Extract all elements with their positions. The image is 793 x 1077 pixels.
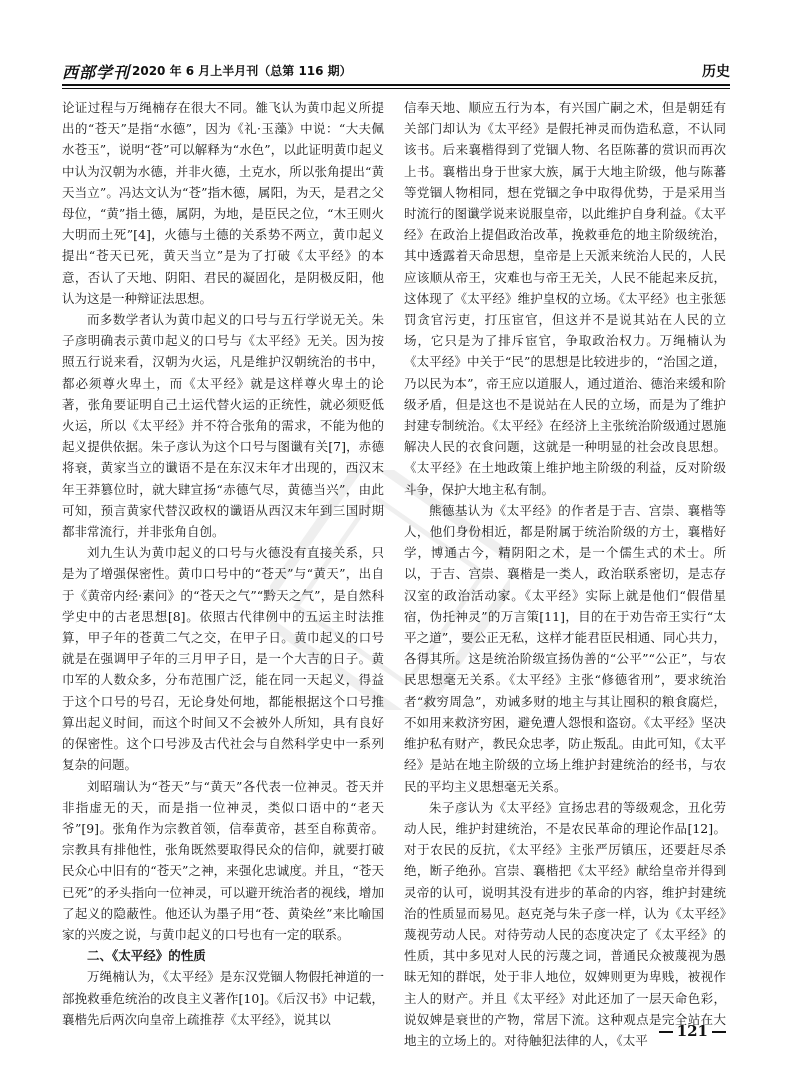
paragraph: 论证过程与万绳楠存在很大不同。雒飞认为黄巾起义所提出的“苍天”是指“水德”，因为《礼·玉藻》中说：“大夫佩水苍玉”，说明“苍”可以解释为“水色”，以此证明黄巾起义中认为汉朝为水德，并非火德，土克水，所以张角提出“黄天当立”。冯达文认为“苍”指木德，属阳，为天，是君之父母位，“黄”指土德，属阴，为地，是臣民之位，“木王则火大明而土死”[4]，火德与土德的关系势不两立，黄巾起义提出“苍天已死，黄天当立”是为了打破《太平经》的本意，否认了天地、阴阳、君民的凝固化，是阴极反阳，他认为这是一种辩证法思想。 [62, 100, 384, 306]
header-rule-thick [62, 84, 730, 86]
paragraph: 万绳楠认为，《太平经》是东汉党锢人物假托神道的一部挽救垂危统治的改良主义著作[10]。《后汉书》中记载，襄楷先后两次向皇帝上疏推荐《太平经》，说其以 [62, 969, 384, 1027]
page-number-dash-left [659, 1031, 673, 1033]
page-number-text: 121 [676, 1022, 708, 1040]
paragraph: 刘九生认为黄巾起义的口号与火德没有直接关系，只是为了增强保密性。黄巾口号中的“苍天”与“黄天”，出自于《黄帝内经·素问》的“苍天之气”“黔天之气”，是自然科学史中的古老思想[8]。依照古代律例中的五运主时法推算，甲子年的苍黄二气之交，在甲子日。黄巾起义的口号就是在强调甲子年的三月甲子日，是一个大吉的日子。黄巾军的人数众多，分布范围广泛，能在同一天起义，得益于这个口号的号召，无论身处何地，都能根据这个口号推算出起义时间，而这个时间又不会被外人所知，具有良好的保密性。这个口号涉及古代社会与自然科学史中一系列复杂的问题。 [62, 545, 384, 773]
paragraph: 刘昭瑞认为“苍天”与“黄天”各代表一位神灵。苍天并非指虚无的天，而是指一位神灵，类似口语中的“老天爷”[9]。张角作为宗教首领，信奉黄帝，甚至自称黄帝。宗教具有排他性，张角既然要取得民众的信仰，就要打破民众心中旧有的“苍天”之神，来强化忠诚度。并且，“苍天已死”的矛头指向一位神灵，可以避开统治者的视线，增加了起义的隐蔽性。他还认为墨子用“苍、黄染丝”来比喻国家的兴废之说，与黄巾起义的口号也有一定的联系。 [62, 778, 384, 942]
paragraph: 熊德基认为《太平经》的作者是于吉、宫崇、襄楷等人，他们身份相近，都是附属于统治阶级的方士，襄楷好学，博通古今，精阴阳之术，是一个儒生式的术士。所以，于吉、宫崇、襄楷是一类人，政治联系密切，是志存汉室的政治活动家。《太平经》实际上就是他们“假借星宿，伪托神灵”的万言策[11]，目的在于劝告帝王实行“太平之道”，要公正无私，这样才能君臣民相通、同心共力，各得其所。这是统治阶级宣扬伪善的“公平”“公正”，与农民思想毫无关系。《太平经》主张“修德省刑”，要求统治者“救穷周急”，劝诫多财的地主与其让囤积的粮食腐烂，不如用来救济穷困，避免遭人怨恨和盗窃。《太平经》坚决维护私有财产，教民众忠孝，防止叛乱。由此可知，《太平经》是站在地主阶级的立场上维护封建统治的经书，与农民的平均主义思想毫无关系。 [404, 502, 726, 794]
page-number [655, 1022, 730, 1040]
issue-info: 2020 年 6 月上半月刊（总第 116 期） [132, 64, 352, 78]
page-header [62, 58, 730, 82]
journal-logo: 西部学刊 [62, 63, 131, 82]
section-title: 历史 [702, 64, 730, 80]
page-number-dash-right [712, 1031, 726, 1033]
header-rule-thin [62, 88, 730, 89]
left-column [62, 97, 384, 1030]
paragraph: 朱子彦认为《太平经》宣扬忠君的等级观念，丑化劳动人民，维护封建统治，不是农民革命的理论作品[12]。对于农民的反抗，《太平经》主张严厉镇压，还要赶尽杀绝，断子绝孙。宫崇、襄楷把《太平经》献给皇帝并得到灵帝的认可，说明其没有进步的革命的内容，维护封建统治的性质显而易见。赵克尧与朱子彦一样，认为《太平经》蔑视劳动人民。对待劳动人民的态度决定了《太平经》的性质，其中多见对人民的污蔑之词，普通民众被蔑视为愚昧无知的群氓，处于非人地位，奴婢则更为卑贱，被视作主人的财产。并且《太平经》对此还加了一层天命色彩，说奴婢是衰世的产物，常居下流。这种观点是完全站在大地主的立场上的。对待触犯法律的人，《太平 [404, 799, 726, 1048]
right-column [404, 97, 726, 1051]
paragraph: 而多数学者认为黄巾起义的口号与五行学说无关。朱子彦明确表示黄巾起义的口号与《太平经》无关。因为按照五行说来看，汉朝为火运，凡是维护汉朝统治的书中，都必须尊火卑土，而《太平经》就是这样尊火卑土的论著，张角要证明自己土运代替火运的正统性，就必须贬低火运，所以《太平经》并不符合张角的需求，不能为他的起义提供依据。朱子彦认为这个口号与图谶有关[7]，赤德将衰，黄家当立的谶语不是在东汉末年才出现的，西汉末年王莽篡位时，就大肆宣扬“赤德气尽，黄德当兴”，由此可知，预言黄家代替汉政权的谶语从西汉末年到三国时期都非常流行，并非张角自创。 [62, 312, 384, 540]
paragraph: 信奉天地、顺应五行为本，有兴国广嗣之术，但是朝廷有关部门却认为《太平经》是假托神灵而伪造私意，不认同该书。后来襄楷得到了党锢人物、名臣陈蕃的赏识而再次上书。襄楷出身于世家大族，属于大地主阶级，他与陈蕃等党锢人物相同，想在党锢之争中取得优势，于是采用当时流行的图谶学说来说服皇帝，以此维护自身利益。《太平经》在政治上提倡政治改革，挽救垂危的地主阶级统治，其中透露着天命思想，皇帝是上天派来统治人民的，人民应该顺从帝王，灾难也与帝王无关，人民不能起来反抗，这体现了《太平经》维护皇权的立场。《太平经》也主张惩罚贪官污吏，打压宦官，但这并不是说其站在人民的立场，它只是为了排斥宦官，争取政治权力。万绳楠认为《太平经》中关于“民”的思想是比较进步的，“治国之道，乃以民为本”，帝王应以道服人，通过道治、德治来缓和阶级矛盾，但是这也不是说站在人民的立场，而是为了维护封建专制统治。《太平经》在经济上主张统治阶级通过恩施解决人民的衣食问题，这就是一种明显的社会改良思想。《太平经》在土地政策上维护地主阶级的利益，反对阶级斗争，保护大地主私有制。 [404, 100, 726, 497]
section-heading: 二、《太平经》的性质 [87, 948, 206, 964]
